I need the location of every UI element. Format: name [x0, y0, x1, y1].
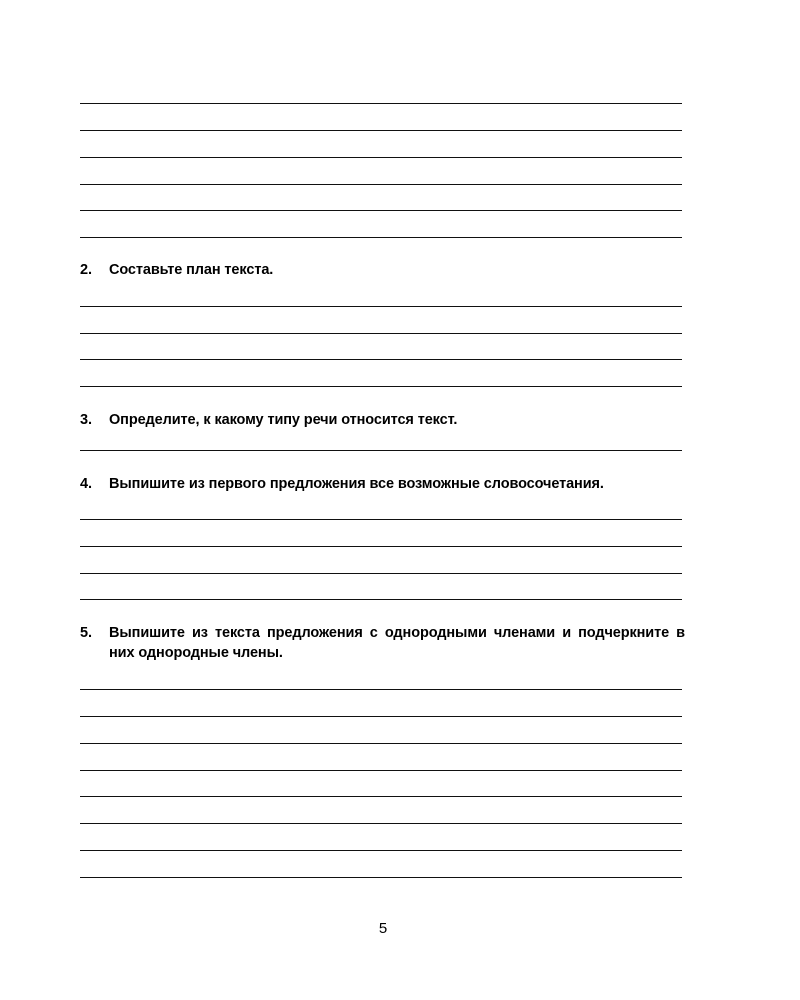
answer-line	[80, 573, 682, 574]
task-text: Определите, к какому типу речи относится текст.	[109, 412, 458, 428]
answer-line	[80, 157, 682, 158]
task-3	[80, 410, 685, 430]
answer-line	[80, 210, 682, 211]
answer-line	[80, 743, 682, 744]
answer-line	[80, 877, 682, 878]
answer-line	[80, 333, 682, 334]
task-number: 2.	[80, 262, 92, 278]
task-4	[80, 474, 685, 494]
task-number: 4.	[80, 476, 92, 492]
answer-line	[80, 796, 682, 797]
answer-line	[80, 599, 682, 600]
task-text: Составьте план текста.	[109, 262, 274, 278]
task-2	[80, 260, 685, 280]
answer-line	[80, 850, 682, 851]
task-text: Выпишите из текста предложения с однородными членами и подчеркните в них однородные члены.	[109, 625, 685, 661]
answer-line	[80, 386, 682, 387]
answer-line	[80, 306, 682, 307]
answer-line	[80, 450, 682, 451]
answer-line	[80, 823, 682, 824]
answer-line	[80, 103, 682, 104]
answer-line	[80, 237, 682, 238]
task-text: Выпишите из первого предложения все возможные словосочетания.	[109, 476, 604, 492]
answer-line	[80, 770, 682, 771]
task-5	[80, 623, 685, 663]
answer-line	[80, 184, 682, 185]
task-number: 3.	[80, 412, 92, 428]
answer-line	[80, 130, 682, 131]
answer-line	[80, 519, 682, 520]
answer-line	[80, 546, 682, 547]
answer-line	[80, 716, 682, 717]
answer-line	[80, 359, 682, 360]
page-number: 5	[378, 920, 388, 937]
task-number: 5.	[80, 625, 92, 641]
answer-line	[80, 689, 682, 690]
